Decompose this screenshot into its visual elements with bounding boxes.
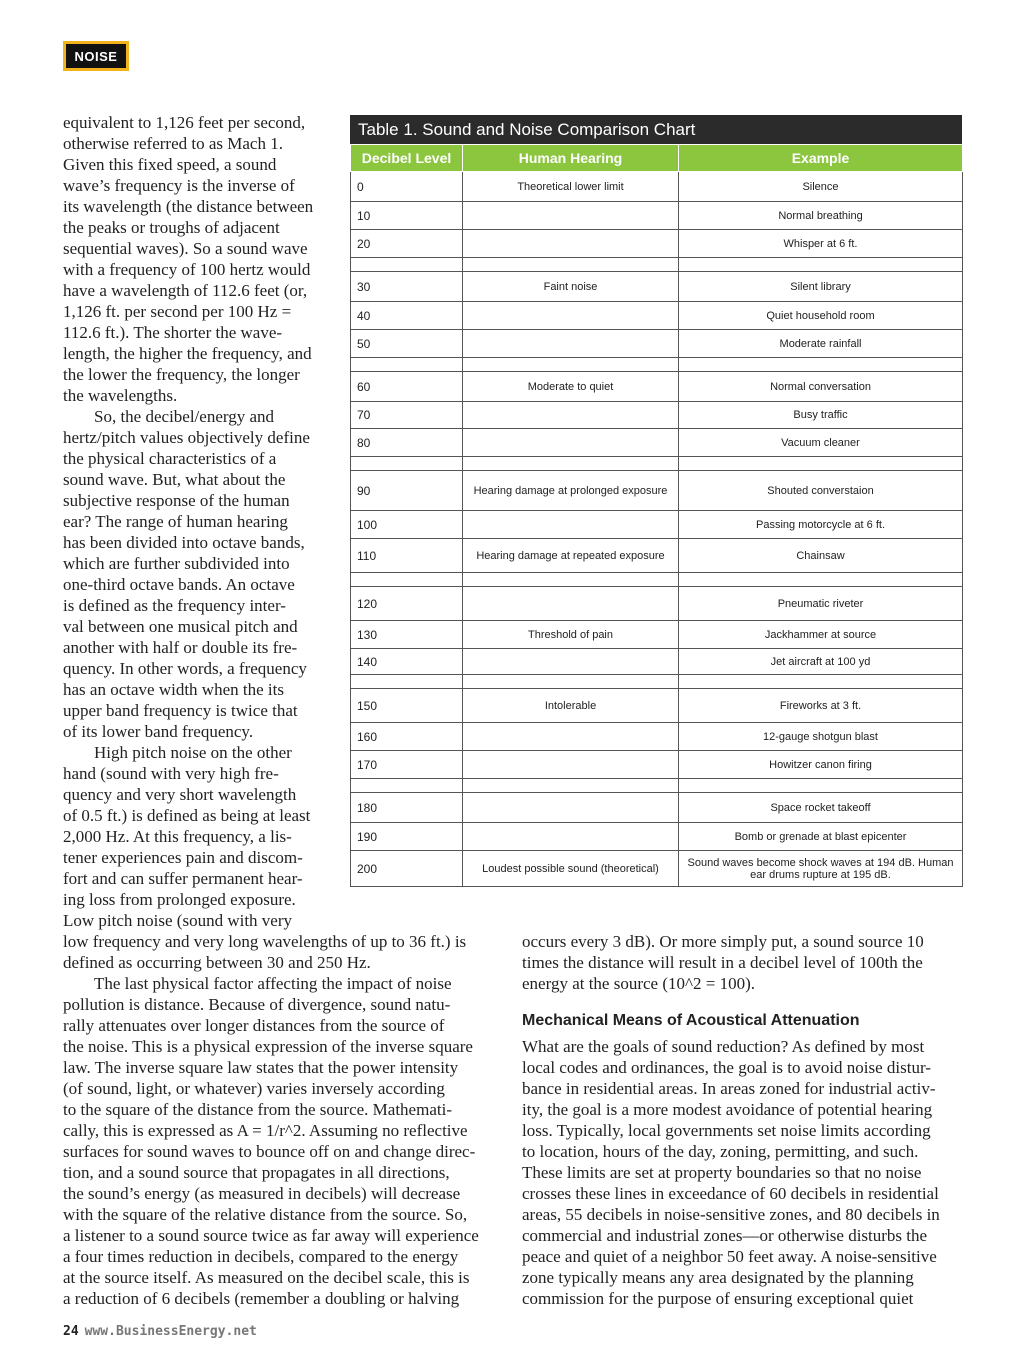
- text-line: times the distance will result in a decibel level of 100th the: [522, 953, 923, 972]
- text-line: the noise. This is a physical expression of the inverse square: [63, 1037, 473, 1056]
- cell-example: [679, 358, 963, 372]
- cell-example: Quiet household room: [679, 302, 963, 330]
- cell-human-hearing: [463, 330, 679, 358]
- text-line: with the square of the relative distance from the source. So,: [63, 1205, 468, 1224]
- cell-example: Passing motorcycle at 6 ft.: [679, 511, 963, 539]
- cell-decibel-level: [351, 779, 463, 793]
- text-line: sequential waves). So a sound wave: [63, 239, 308, 258]
- table-header-row: [351, 145, 963, 172]
- table-spacer-row: [351, 573, 963, 587]
- text-line: High pitch noise on the other: [94, 743, 292, 762]
- table-row: [351, 689, 963, 723]
- cell-human-hearing: [463, 429, 679, 457]
- table-row: [351, 539, 963, 573]
- text-line: surfaces for sound waves to bounce off on and change direc-: [63, 1142, 476, 1161]
- cell-decibel-level: 70: [351, 402, 463, 429]
- table-row: [351, 823, 963, 851]
- cell-decibel-level: 190: [351, 823, 463, 851]
- cell-decibel-level: 130: [351, 621, 463, 649]
- cell-decibel-level: 60: [351, 372, 463, 402]
- table-row: [351, 429, 963, 457]
- cell-decibel-level: 0: [351, 172, 463, 202]
- text-line: of its lower band frequency.: [63, 722, 254, 741]
- cell-human-hearing: [463, 358, 679, 372]
- cell-decibel-level: 160: [351, 723, 463, 751]
- text-line: has been divided into octave bands,: [63, 533, 305, 552]
- text-line: hertz/pitch values objectively define: [63, 428, 310, 447]
- cell-example: Moderate rainfall: [679, 330, 963, 358]
- cell-decibel-level: 150: [351, 689, 463, 723]
- header-example: Example: [679, 145, 963, 172]
- cell-human-hearing: [463, 649, 679, 675]
- text-line: the sound’s energy (as measured in decibels) will decrease: [63, 1184, 461, 1203]
- table-row: [351, 649, 963, 675]
- text-line: tion, and a sound source that propagates in all directions,: [63, 1163, 450, 1182]
- right-column-paragraph-1: [522, 931, 962, 994]
- left-column-paragraph-3: [63, 742, 333, 931]
- text-line: at the source itself. As measured on the decibel scale, this is: [63, 1268, 470, 1287]
- cell-human-hearing: Hearing damage at prolonged exposure: [463, 471, 679, 511]
- text-line: is defined as the frequency inter-: [63, 596, 286, 615]
- text-line: peace and quiet of a neighbor 50 feet away. A noise-sensitive: [522, 1247, 937, 1266]
- text-line: The last physical factor affecting the impact of noise: [94, 974, 452, 993]
- text-line: pollution is distance. Because of divergence, sound natu-: [63, 995, 451, 1014]
- cell-decibel-level: 90: [351, 471, 463, 511]
- section-tag: NOISE: [63, 41, 129, 71]
- cell-human-hearing: Faint noise: [463, 272, 679, 302]
- cell-example: Jackhammer at source: [679, 621, 963, 649]
- cell-human-hearing: [463, 230, 679, 258]
- table-spacer-row: [351, 779, 963, 793]
- comparison-table: [350, 115, 962, 887]
- cell-example: Silent library: [679, 272, 963, 302]
- table-row: [351, 621, 963, 649]
- cell-example: Pneumatic riveter: [679, 587, 963, 621]
- bottom-left-paragraph-1: [63, 931, 493, 973]
- cell-example: Normal conversation: [679, 372, 963, 402]
- text-line: 112.6 ft.). The shorter the wave-: [63, 323, 283, 342]
- table-row: [351, 471, 963, 511]
- text-line: upper band frequency is twice that: [63, 701, 298, 720]
- cell-decibel-level: 110: [351, 539, 463, 573]
- text-line: commission for the purpose of ensuring exceptional quiet: [522, 1289, 914, 1308]
- text-line: low frequency and very long wavelengths of up to 36 ft.) is: [63, 932, 467, 951]
- text-line: quency and very short wavelength: [63, 785, 297, 804]
- text-line: wave’s frequency is the inverse of: [63, 176, 295, 195]
- cell-human-hearing: [463, 302, 679, 330]
- cell-decibel-level: [351, 457, 463, 471]
- text-line: occurs every 3 dB). Or more simply put, a sound source 10: [522, 932, 924, 951]
- left-column-paragraph-2: [63, 406, 333, 742]
- text-line: energy at the source (10^2 = 100).: [522, 974, 755, 993]
- header-human-hearing: Human Hearing: [463, 145, 679, 172]
- text-line: fort and can suffer permanent hear-: [63, 869, 303, 888]
- text-line: law. The inverse square law states that the power intensity: [63, 1058, 459, 1077]
- text-line: its wavelength (the distance between: [63, 197, 314, 216]
- cell-decibel-level: 140: [351, 649, 463, 675]
- cell-example: 12-gauge shotgun blast: [679, 723, 963, 751]
- cell-human-hearing: [463, 823, 679, 851]
- text-line: quency. In other words, a frequency: [63, 659, 307, 678]
- table-row: [351, 793, 963, 823]
- text-line: bance in residential areas. In areas zoned for industrial activ-: [522, 1079, 936, 1098]
- cell-decibel-level: 30: [351, 272, 463, 302]
- text-line: of 0.5 ft.) is defined as being at least: [63, 806, 311, 825]
- text-line: subjective response of the human: [63, 491, 290, 510]
- table-row: [351, 172, 963, 202]
- cell-decibel-level: 120: [351, 587, 463, 621]
- cell-human-hearing: [463, 258, 679, 272]
- text-line: ear? The range of human hearing: [63, 512, 288, 531]
- cell-example: Vacuum cleaner: [679, 429, 963, 457]
- text-line: the physical characteristics of a: [63, 449, 277, 468]
- text-line: local codes and ordinances, the goal is to avoid noise distur-: [522, 1058, 931, 1077]
- text-line: otherwise referred to as Mach 1.: [63, 134, 283, 153]
- cell-example: [679, 258, 963, 272]
- cell-decibel-level: 80: [351, 429, 463, 457]
- cell-example: Jet aircraft at 100 yd: [679, 649, 963, 675]
- cell-human-hearing: [463, 587, 679, 621]
- table-row: [351, 230, 963, 258]
- table-body: [351, 172, 963, 887]
- comparison-table-grid: [350, 144, 963, 887]
- table-row: [351, 723, 963, 751]
- cell-example: [679, 573, 963, 587]
- cell-human-hearing: [463, 402, 679, 429]
- text-line: to the square of the distance from the source. Mathemati-: [63, 1100, 452, 1119]
- cell-example: [679, 779, 963, 793]
- table-row: [351, 587, 963, 621]
- text-line: to location, hours of the day, zoning, permitting, and such.: [522, 1142, 919, 1161]
- text-line: a reduction of 6 decibels (remember a doubling or halving: [63, 1289, 460, 1308]
- cell-example: Sound waves become shock waves at 194 dB. Human ear drums rupture at 195 dB.: [679, 851, 963, 887]
- table-spacer-row: [351, 258, 963, 272]
- cell-decibel-level: 100: [351, 511, 463, 539]
- cell-decibel-level: [351, 358, 463, 372]
- cell-human-hearing: [463, 511, 679, 539]
- cell-example: Shouted converstaion: [679, 471, 963, 511]
- cell-human-hearing: [463, 793, 679, 823]
- cell-example: Silence: [679, 172, 963, 202]
- table-spacer-row: [351, 457, 963, 471]
- text-line: 1,126 ft. per second per 100 Hz =: [63, 302, 292, 321]
- table-row: [351, 851, 963, 887]
- cell-decibel-level: 170: [351, 751, 463, 779]
- text-line: defined as occurring between 30 and 250 Hz.: [63, 953, 371, 972]
- text-line: hand (sound with very high fre-: [63, 764, 279, 783]
- text-line: What are the goals of sound reduction? As defined by most: [522, 1037, 925, 1056]
- cell-human-hearing: [463, 457, 679, 471]
- cell-decibel-level: 200: [351, 851, 463, 887]
- cell-human-hearing: Hearing damage at repeated exposure: [463, 539, 679, 573]
- bottom-left-paragraph-2: [63, 973, 493, 1309]
- text-line: tener experiences pain and discom-: [63, 848, 303, 867]
- cell-human-hearing: Intolerable: [463, 689, 679, 723]
- text-line: a listener to a sound source twice as far away will experience: [63, 1226, 479, 1245]
- page-number: 24: [63, 1324, 79, 1339]
- cell-human-hearing: Threshold of pain: [463, 621, 679, 649]
- text-line: areas, 55 decibels in noise-sensitive zones, and 80 decibels in: [522, 1205, 940, 1224]
- text-line: loss. Typically, local governments set noise limits according: [522, 1121, 931, 1140]
- cell-example: Space rocket takeoff: [679, 793, 963, 823]
- cell-example: [679, 675, 963, 689]
- cell-decibel-level: 180: [351, 793, 463, 823]
- text-line: equivalent to 1,126 feet per second,: [63, 113, 306, 132]
- text-line: (of sound, light, or whatever) varies inversely according: [63, 1079, 445, 1098]
- cell-decibel-level: [351, 258, 463, 272]
- table-spacer-row: [351, 358, 963, 372]
- text-line: These limits are set at property boundaries so that no noise: [522, 1163, 922, 1182]
- table-title: Table 1. Sound and Noise Comparison Chart: [350, 115, 962, 144]
- cell-human-hearing: [463, 202, 679, 230]
- text-line: has an octave width when the its: [63, 680, 284, 699]
- text-line: cally, this is expressed as A = 1/r^2. Assuming no reflective: [63, 1121, 468, 1140]
- cell-human-hearing: [463, 723, 679, 751]
- table-row: [351, 272, 963, 302]
- text-line: ity, the goal is a more modest avoidance of potential hearing: [522, 1100, 933, 1119]
- header-decibel-level: Decibel Level: [351, 145, 463, 172]
- table-row: [351, 302, 963, 330]
- text-line: the wavelengths.: [63, 386, 178, 405]
- cell-example: Bomb or grenade at blast epicenter: [679, 823, 963, 851]
- cell-human-hearing: [463, 779, 679, 793]
- table-row: [351, 372, 963, 402]
- text-line: another with half or double its fre-: [63, 638, 298, 657]
- text-line: length, the higher the frequency, and: [63, 344, 312, 363]
- cell-example: Normal breathing: [679, 202, 963, 230]
- page-footer: [63, 1324, 257, 1339]
- table-row: [351, 511, 963, 539]
- table-row: [351, 330, 963, 358]
- text-line: Given this fixed speed, a sound: [63, 155, 277, 174]
- text-line: So, the decibel/energy and: [94, 407, 275, 426]
- cell-decibel-level: 10: [351, 202, 463, 230]
- footer-site: www.BusinessEnergy.net: [84, 1324, 257, 1339]
- table-row: [351, 751, 963, 779]
- text-line: ing loss from prolonged exposure.: [63, 890, 296, 909]
- text-line: crosses these lines in exceedance of 60 decibels in residential: [522, 1184, 939, 1203]
- section-heading: Mechanical Means of Acoustical Attenuation: [522, 1012, 860, 1029]
- cell-decibel-level: 20: [351, 230, 463, 258]
- text-line: 2,000 Hz. At this frequency, a lis-: [63, 827, 292, 846]
- text-line: zone typically means any area designated by the planning: [522, 1268, 914, 1287]
- text-line: sound wave. But, what about the: [63, 470, 286, 489]
- text-line: one-third octave bands. An octave: [63, 575, 295, 594]
- cell-example: Howitzer canon firing: [679, 751, 963, 779]
- table-row: [351, 402, 963, 429]
- cell-human-hearing: [463, 751, 679, 779]
- cell-example: Whisper at 6 ft.: [679, 230, 963, 258]
- text-line: the lower the frequency, the longer: [63, 365, 300, 384]
- table-row: [351, 202, 963, 230]
- cell-human-hearing: Loudest possible sound (theoretical): [463, 851, 679, 887]
- cell-decibel-level: [351, 573, 463, 587]
- text-line: with a frequency of 100 hertz would: [63, 260, 311, 279]
- cell-human-hearing: [463, 573, 679, 587]
- cell-decibel-level: 50: [351, 330, 463, 358]
- text-line: Low pitch noise (sound with very: [63, 911, 292, 930]
- text-line: have a wavelength of 112.6 feet (or,: [63, 281, 308, 300]
- text-line: a four times reduction in decibels, compared to the energy: [63, 1247, 459, 1266]
- text-line: rally attenuates over longer distances from the source of: [63, 1016, 445, 1035]
- text-line: which are further subdivided into: [63, 554, 290, 573]
- text-line: commercial and industrial zones—or otherwise disturbs the: [522, 1226, 928, 1245]
- cell-human-hearing: Moderate to quiet: [463, 372, 679, 402]
- cell-human-hearing: Theoretical lower limit: [463, 172, 679, 202]
- right-column-paragraph-2: [522, 1036, 962, 1309]
- text-line: the peaks or troughs of adjacent: [63, 218, 280, 237]
- cell-example: [679, 457, 963, 471]
- text-line: val between one musical pitch and: [63, 617, 298, 636]
- cell-decibel-level: [351, 675, 463, 689]
- cell-human-hearing: [463, 675, 679, 689]
- cell-decibel-level: 40: [351, 302, 463, 330]
- cell-example: Fireworks at 3 ft.: [679, 689, 963, 723]
- cell-example: Busy traffic: [679, 402, 963, 429]
- left-column-paragraph-1: [63, 112, 333, 406]
- table-spacer-row: [351, 675, 963, 689]
- cell-example: Chainsaw: [679, 539, 963, 573]
